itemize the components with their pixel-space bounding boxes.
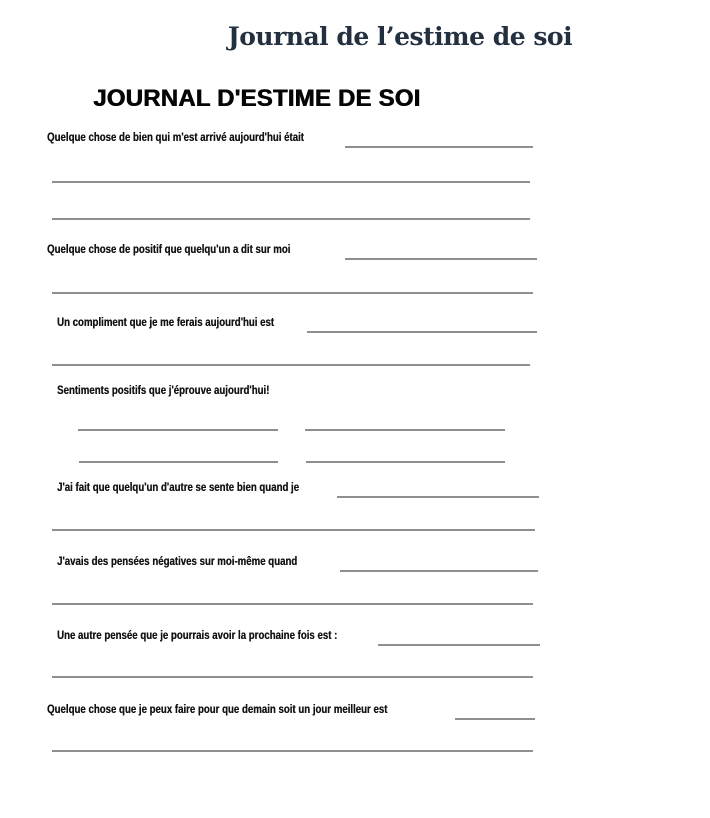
answer-line (52, 364, 530, 366)
answer-line (455, 718, 535, 720)
answer-line (307, 331, 537, 333)
answer-line (337, 496, 539, 498)
answer-line (52, 181, 530, 183)
answer-line (52, 603, 533, 605)
prompt-made-someone-feel-good: J'ai fait que quelqu'un d'autre se sente bien quand je (57, 482, 299, 494)
answer-line (345, 146, 533, 148)
page-title: Journal de l’estime de soi (227, 22, 573, 51)
answer-line (52, 218, 530, 220)
prompt-positive-feelings: Sentiments positifs que j'éprouve aujourd'hui! (57, 385, 270, 397)
prompt-positive-said-about-me: Quelque chose de positif que quelqu'un a dit sur moi (47, 244, 291, 256)
worksheet-heading: JOURNAL D'ESTIME DE SOI (93, 85, 421, 112)
prompt-negative-thoughts: J'avais des pensées négatives sur moi-même quand (57, 556, 298, 568)
answer-line (340, 570, 538, 572)
answer-line (306, 461, 505, 463)
prompt-alternative-thought: Une autre pensée que je pourrais avoir la prochaine fois est : (57, 630, 338, 642)
answer-line (52, 292, 533, 294)
prompt-make-tomorrow-better: Quelque chose que je peux faire pour que demain soit un jour meilleur est (47, 704, 388, 716)
answer-line (52, 676, 533, 678)
answer-line (345, 258, 537, 260)
answer-line (52, 529, 535, 531)
answer-line (78, 429, 278, 431)
answer-line (305, 429, 505, 431)
prompt-good-thing-today: Quelque chose de bien qui m'est arrivé aujourd'hui était (47, 132, 304, 144)
answer-line (52, 750, 533, 752)
prompt-compliment-to-self: Un compliment que je me ferais aujourd'hui est (57, 317, 275, 329)
answer-line (378, 644, 540, 646)
answer-line (79, 461, 278, 463)
